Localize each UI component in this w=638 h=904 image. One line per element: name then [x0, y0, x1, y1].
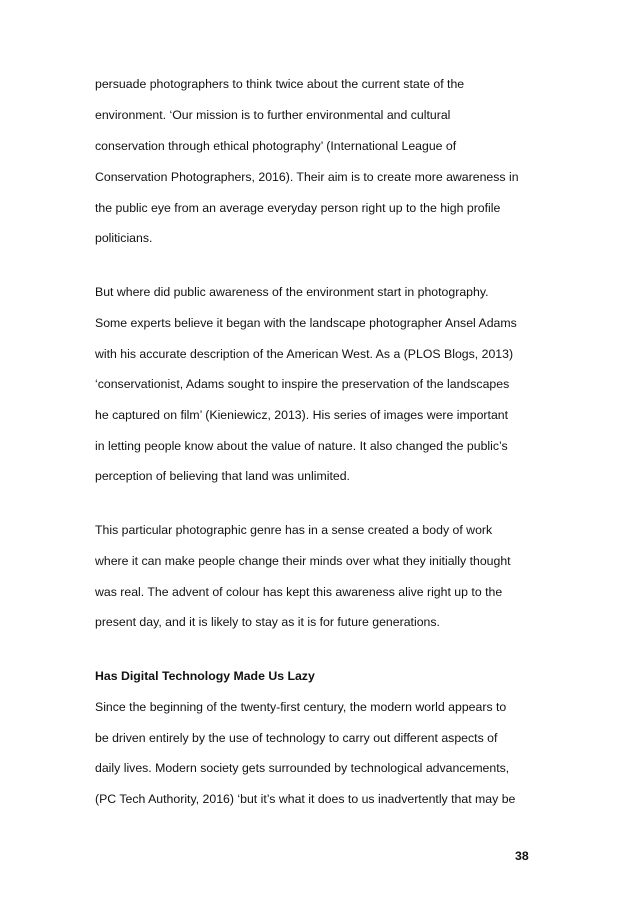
text-line: persuade photographers to think twice about the current state of the — [95, 77, 465, 91]
text-line: was real. The advent of colour has kept this awareness alive right up to the — [95, 585, 503, 599]
text-line: ‘conservationist, Adams sought to inspire the preservation of the landscapes — [95, 377, 510, 391]
text-line: This particular photographic genre has in a sense created a body of work — [95, 523, 493, 537]
text-line: Conservation Photographers, 2016). Their aim is to create more awareness in — [95, 170, 519, 184]
text-line: in letting people know about the value of nature. It also changed the public’s — [95, 439, 508, 453]
text-line: perception of believing that land was unlimited. — [95, 469, 350, 483]
text-line: environment. ‘Our mission is to further environmental and cultural — [95, 108, 451, 122]
text-line: Some experts believe it began with the landscape photographer Ansel Adams — [95, 316, 517, 330]
text-line: be driven entirely by the use of technology to carry out different aspects of — [95, 731, 498, 745]
text-line: daily lives. Modern society gets surrounded by technological advancements, — [95, 761, 510, 775]
text-line: the public eye from an average everyday person right up to the high profile — [95, 201, 501, 215]
text-line: Since the beginning of the twenty-first century, the modern world appears to — [95, 700, 507, 714]
text-line: conservation through ethical photography’ (International League of — [95, 139, 457, 153]
page-number: 38 — [515, 849, 529, 863]
section-heading: Has Digital Technology Made Us Lazy — [95, 669, 315, 683]
text-line: (PC Tech Authority, 2016) ‘but it’s what it does to us inadvertently that may be — [95, 792, 516, 806]
text-line: with his accurate description of the American West. As a (PLOS Blogs, 2013) — [95, 347, 514, 361]
text-line: politicians. — [95, 231, 153, 245]
text-line: present day, and it is likely to stay as it is for future generations. — [95, 615, 440, 629]
text-line: But where did public awareness of the environment start in photography. — [95, 285, 489, 299]
text-line: he captured on film’ (Kieniewicz, 2013). His series of images were important — [95, 408, 509, 422]
text-line: where it can make people change their minds over what they initially thought — [95, 554, 511, 568]
